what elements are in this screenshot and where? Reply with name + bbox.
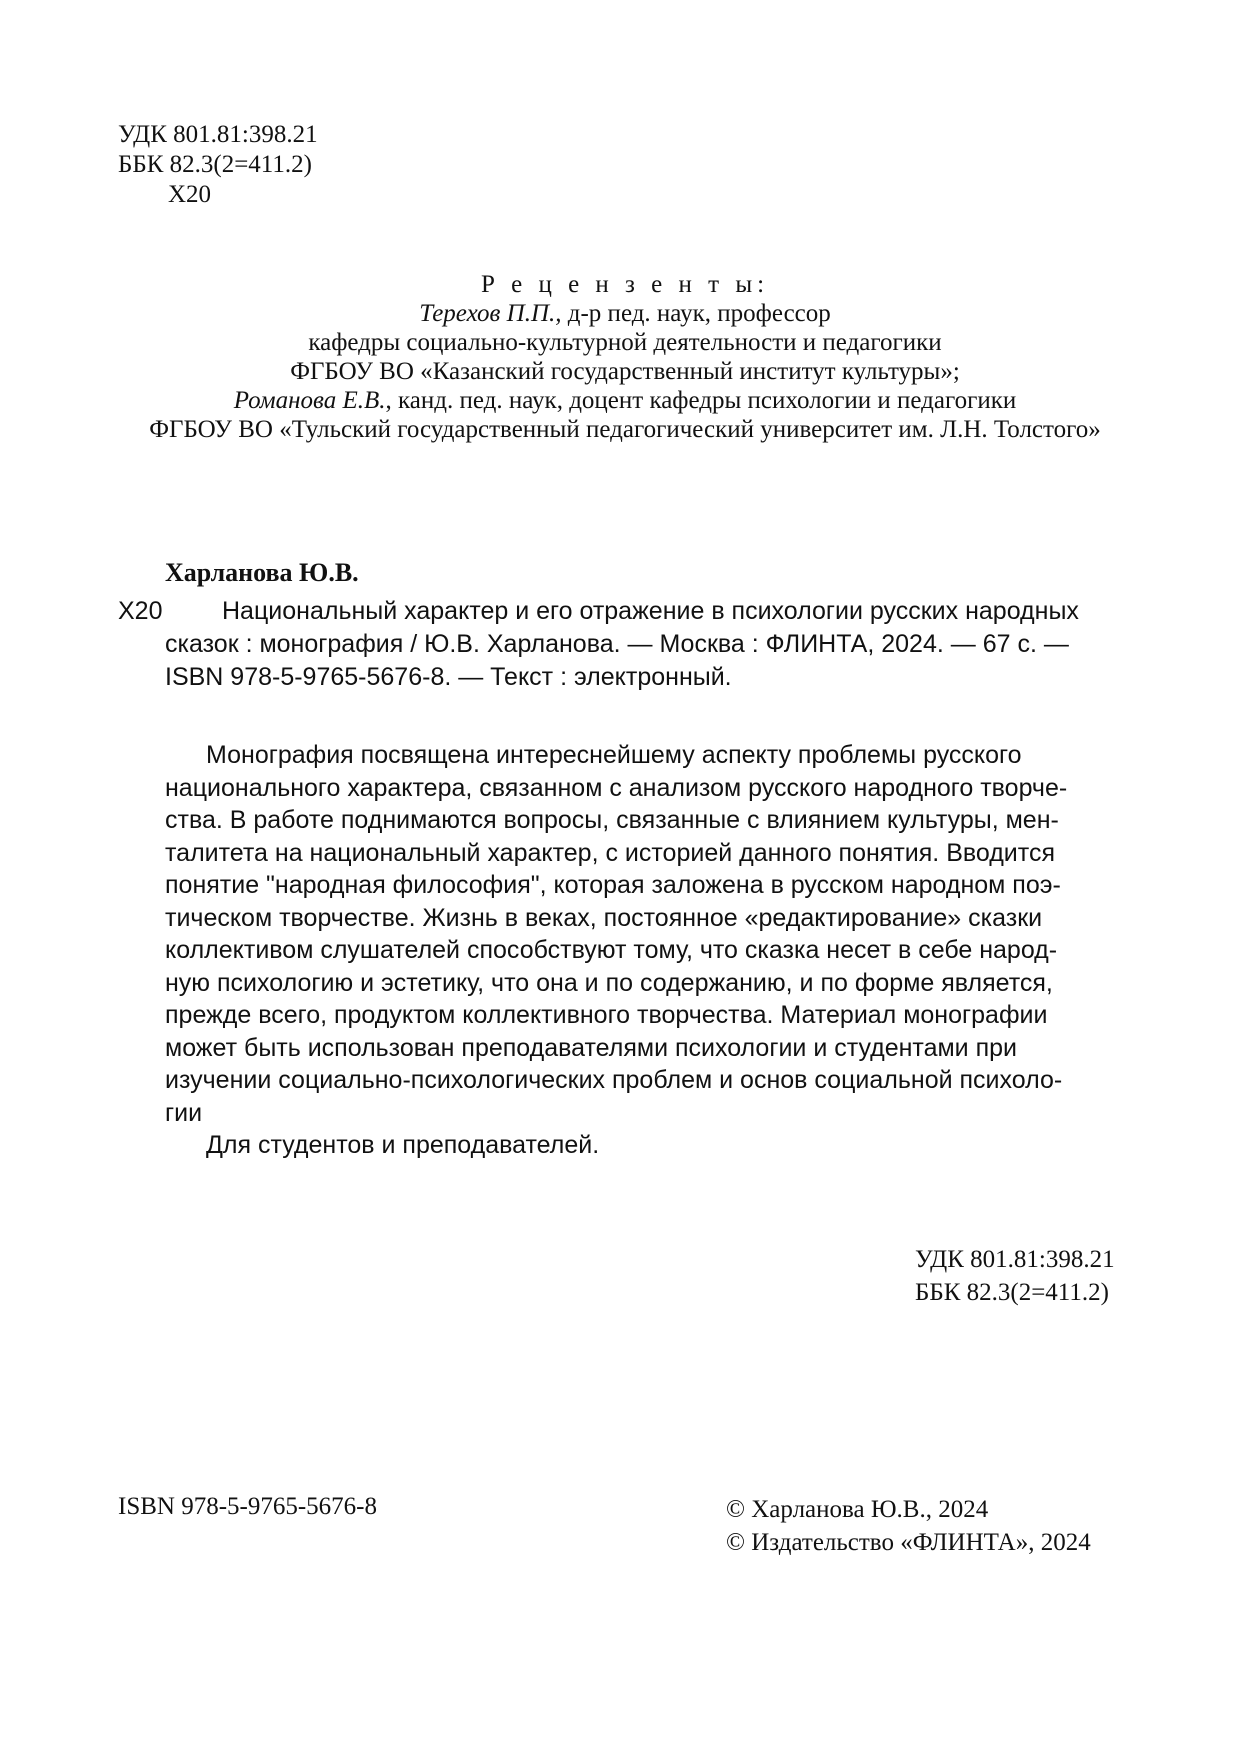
annotation-line: коллективом слушателей способствуют тому, что сказка несет в себе народ- [165, 936, 1058, 964]
entry-line-3: ISBN 978-5-9765-5676-8. — Текст : электронный. [165, 663, 732, 691]
annotation-line: прежде всего, продуктом коллективного творчества. Материал монографии [165, 1001, 1048, 1029]
reviewer-1-name: Терехов П.П., [419, 300, 562, 327]
classification-bottom [915, 1243, 1115, 1309]
reviewer-1-title: д-р пед. наук, профессор [561, 300, 831, 327]
annotation-line: ную психологию и эстетику, что она и по содержанию, и по форме является, [165, 968, 1053, 997]
reviewer-1-dept: кафедры социально-культурной деятельности и педагогики [308, 329, 942, 356]
entry-mark: Х20 [118, 597, 163, 625]
reviewer-2-line [120, 386, 1130, 415]
annotation-line: может быть использован преподавателями психологии и студентами при [165, 1033, 1018, 1062]
copyright-author: © Харланова Ю.В., 2024 [726, 1496, 989, 1523]
isbn: ISBN 978-5-9765-5676-8 [118, 1493, 378, 1520]
reviewer-1-line [120, 299, 1130, 328]
entry-line-2: сказок : монография / Ю.В. Харланова. — Москва : ФЛИНТА, 2024. — 67 с. — [165, 630, 1069, 658]
annotation-line: тическом творчестве. Жизнь в веках, постоянное «редактирование» сказки [165, 903, 1043, 932]
entry-author: Харланова Ю.В. [165, 558, 359, 587]
annotation-line: ства. В работе поднимаются вопросы, связанные с влиянием культуры, мен- [165, 806, 1059, 834]
annotation-line: Монография посвящена интереснейшему аспекту проблемы русского [206, 741, 1022, 769]
annotation [165, 739, 1135, 1162]
author-mark: Х20 [168, 181, 212, 208]
entry-description [165, 595, 1135, 694]
reviewers-heading: Р е ц е н з е н т ы: [480, 271, 770, 298]
annotation-line: понятие "народная философия", которая заложена в русском народном поэ- [165, 871, 1061, 899]
reviewer-2-name: Романова Е.В. [233, 387, 386, 414]
classification-top [118, 120, 318, 210]
reviewer-1-org: ФГБОУ ВО «Казанский государственный институт культуры»; [290, 358, 960, 385]
entry-line-1: Национальный характер и его отражение в психологии русских народных [222, 597, 1079, 625]
annotation-line: талитета на национальный характер, с историей данного понятия. Вводится [165, 838, 1055, 867]
annotation-audience: Для студентов и преподавателей. [206, 1131, 600, 1159]
bbk-code: ББК 82.3(2=411.2) [118, 151, 312, 178]
udk-code-bottom: УДК 801.81:398.21 [915, 1246, 1115, 1273]
bbk-code-bottom: ББК 82.3(2=411.2) [915, 1279, 1109, 1306]
annotation-line: изучении социально-психологических проблем и основ социальной психоло- [165, 1066, 1063, 1094]
annotation-line: национального характера, связанном с анализом русского народного творче- [165, 773, 1068, 802]
reviewers-block [120, 270, 1130, 444]
reviewer-2-title: , канд. пед. наук, доцент кафедры психологии и педагогики [385, 387, 1017, 414]
copyright-block [726, 1493, 1091, 1559]
reviewer-2-org: ФГБОУ ВО «Тульский государственный педагогический университет им. Л.Н. Толстого» [149, 416, 1101, 443]
copyright-publisher: © Издательство «ФЛИНТА», 2024 [726, 1529, 1091, 1556]
annotation-line: гии [165, 1098, 203, 1127]
udk-code: УДК 801.81:398.21 [118, 121, 318, 148]
